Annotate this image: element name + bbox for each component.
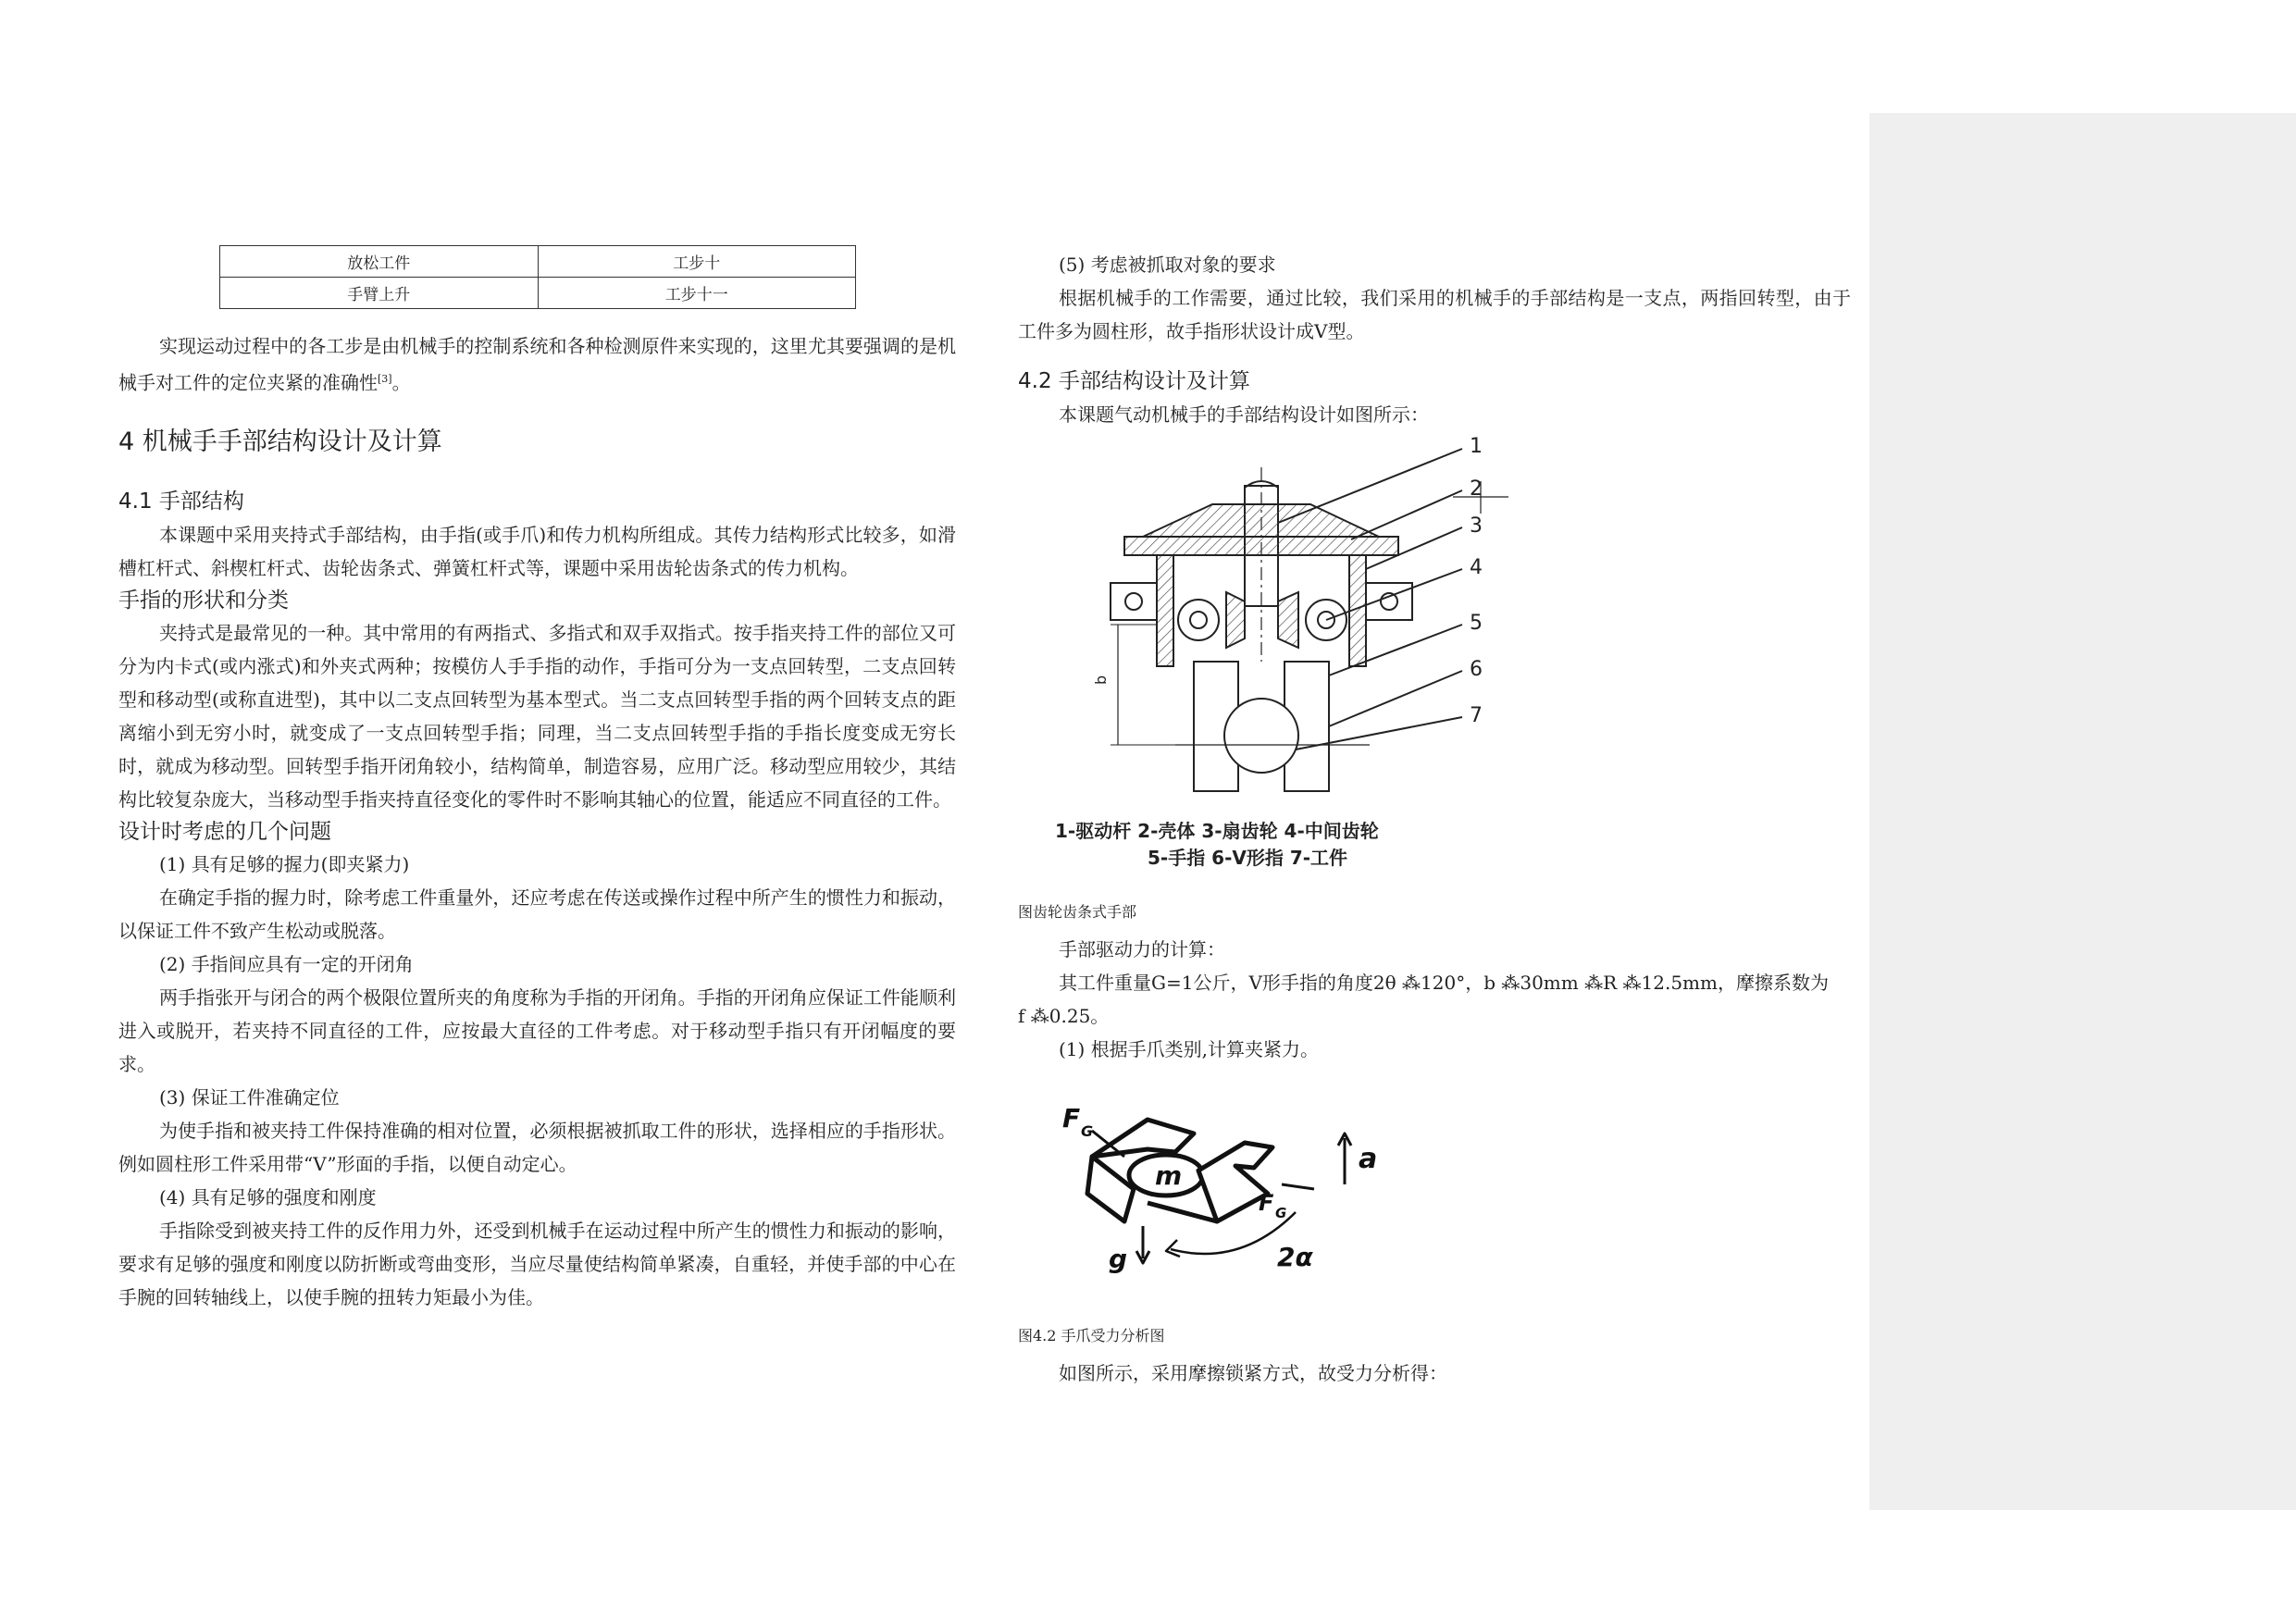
section-4-2-paragraph: 本课题气动机械手的手部结构设计如图所示： [1059, 403, 1429, 426]
table-cell: 工步十 [538, 246, 856, 278]
right-column-middle [1018, 933, 1851, 1066]
intro-end: 。 [391, 371, 411, 394]
section-4-heading: 4 机械手手部结构设计及计算 [118, 427, 442, 456]
legend-line-1: 1-驱动杆 2-壳体 3-扇齿轮 4-中间齿轮 [1055, 820, 1379, 842]
left-column [118, 329, 956, 1314]
force-analysis-figure [1036, 1083, 1407, 1277]
mass-label: m [1155, 1160, 1183, 1191]
comment-margin-panel [1869, 113, 2296, 1510]
table-cell: 工步十一 [538, 278, 856, 309]
section-4-1-paragraph: 本课题中采用夹持式手部结构，由手指(或手爪)和传力机构所组成。其传力结构形式比较多，如滑槽杠杆式、斜楔杠杆式、齿轮齿条式、弹簧杠杆式等，课题中采用齿轮齿条式的传力机构。 [118, 523, 956, 579]
figure-2-caption: 图4.2 手爪受力分析图 [1018, 1327, 1165, 1344]
fg-label-top: F [1062, 1103, 1081, 1134]
table-row [220, 246, 856, 278]
right-column-bottom [1018, 1357, 1851, 1390]
fg-label-side: F [1259, 1190, 1274, 1216]
intro-text: 实现运动过程中的各工步是由机械手的控制系统和各种检测原件来实现的，这里尤其要强调的是机械手对工件的定位夹紧的准确性 [118, 335, 956, 394]
callout-1: 1 [1470, 435, 1483, 458]
gear-rack-hand-figure [1046, 430, 1545, 874]
fg-label-top-sub: G [1081, 1122, 1094, 1140]
design-heading: 设计时考虑的几个问题 [118, 819, 331, 844]
item-1: (1) 具有足够的握力(即夹紧力) [159, 852, 410, 875]
steps-table [219, 245, 856, 309]
section-4-2-heading: 4.2 手部结构设计及计算 [1018, 369, 1250, 393]
table-cell: 手臂上升 [220, 278, 539, 309]
item-3-paragraph: 为使手指和被夹持工件保持准确的相对位置，必须根据被抓取工件的形状，选择相应的手指形状。例如圆柱形工件采用带“V”形面的手指，以便自动定心。 [118, 1119, 956, 1175]
item-3: (3) 保证工件准确定位 [159, 1085, 340, 1109]
angle-2a-label: 2α [1277, 1242, 1313, 1272]
finger-paragraph: 夹持式是最常见的一种。其中常用的有两指式、多指式和双手双指式。按手指夹持工件的部位又可分为内卡式(或内涨式)和外夹式两种；按模仿人手手指的动作，手指可分为一支点回转型，二支点回转型和移动型(或称直进型)，其中以二支点回转型为基本型式。当二支点回转型手指的两个回转支点的距离缩小到无穷小时，就变成了一支点回转型手指；同理，当二支点回转型手指的手指长度变成无穷长时，就成为移动型。回转型手指开闭角较小，结构简单，制造容易，应用广泛。移动型应用较少，其结构比较复杂庞大，当移动型手指夹持直径变化的零件时不影响其轴心的位置，能适应不同直径的工件。 [118, 621, 956, 811]
table-cell: 放松工件 [220, 246, 539, 278]
calc-paragraph-2: f ⁂0.25。 [1018, 1005, 1110, 1027]
legend-line-2: 5-手指 6-V形指 7-工件 [1148, 847, 1348, 869]
item-2-paragraph: 两手指张开与闭合的两个极限位置所夹的角度称为手指的开闭角。手指的开闭角应保证工件能顺利进入或脱开，若夹持不同直径的工件，应按最大直径的工件考虑。对于移动型手指只有开闭幅度的要求。 [118, 985, 956, 1075]
section-4-1-heading: 4.1 手部结构 [118, 489, 244, 514]
callout-3: 3 [1470, 514, 1483, 538]
item-2: (2) 手指间应具有一定的开闭角 [159, 952, 414, 975]
callout-2: 2 [1470, 477, 1483, 501]
final-paragraph: 如图所示，采用摩擦锁紧方式，故受力分析得： [1059, 1362, 1447, 1384]
dimension-b-label: b [1092, 675, 1110, 685]
callout-7: 7 [1470, 704, 1483, 727]
item-4-paragraph: 手指除受到被夹持工件的反作用力外，还受到机械手在运动过程中所产生的惯性力和振动的影响，要求有足够的强度和刚度以防折断或弯曲变形，当应尽量使结构简单紧凑，自重轻，并使手部的中心在手腕的回转轴线上，以使手腕的扭转力矩最小为佳。 [118, 1219, 956, 1308]
right-column-top [1018, 248, 1851, 431]
item-5: (5) 考虑被抓取对象的要求 [1059, 254, 1276, 276]
item-4: (4) 具有足够的强度和刚度 [159, 1185, 377, 1208]
calc-paragraph: 其工件重量G=1公斤，V形手指的角度2θ ⁂120°，b ⁂30mm ⁂R ⁂12.5mm，摩擦系数为 [1059, 972, 1829, 994]
intro-paragraph [118, 329, 956, 400]
fg-label-side-sub: G [1275, 1205, 1287, 1221]
calc-item-1: (1) 根据手爪类别,计算夹紧力。 [1059, 1038, 1320, 1060]
callout-4: 4 [1470, 556, 1483, 579]
item-5-paragraph: 根据机械手的工作需要，通过比较，我们采用的机械手的手部结构是一支点，两指回转型，由于工件多为圆柱形，故手指形状设计成V型。 [1018, 287, 1851, 342]
citation-ref: [3] [378, 373, 392, 385]
callout-5: 5 [1470, 612, 1483, 635]
accel-label: a [1359, 1143, 1378, 1175]
item-1-paragraph: 在确定手指的握力时，除考虑工件重量外，还应考虑在传送或操作过程中所产生的惯性力和振动，以保证工件不致产生松动或脱落。 [118, 886, 956, 942]
callout-6: 6 [1470, 658, 1483, 681]
finger-heading: 手指的形状和分类 [118, 588, 289, 613]
gravity-label: g [1109, 1244, 1128, 1274]
table-row [220, 278, 856, 309]
figure-1-caption: 图齿轮齿条式手部 [1018, 903, 1137, 921]
calc-heading: 手部驱动力的计算： [1059, 938, 1225, 960]
